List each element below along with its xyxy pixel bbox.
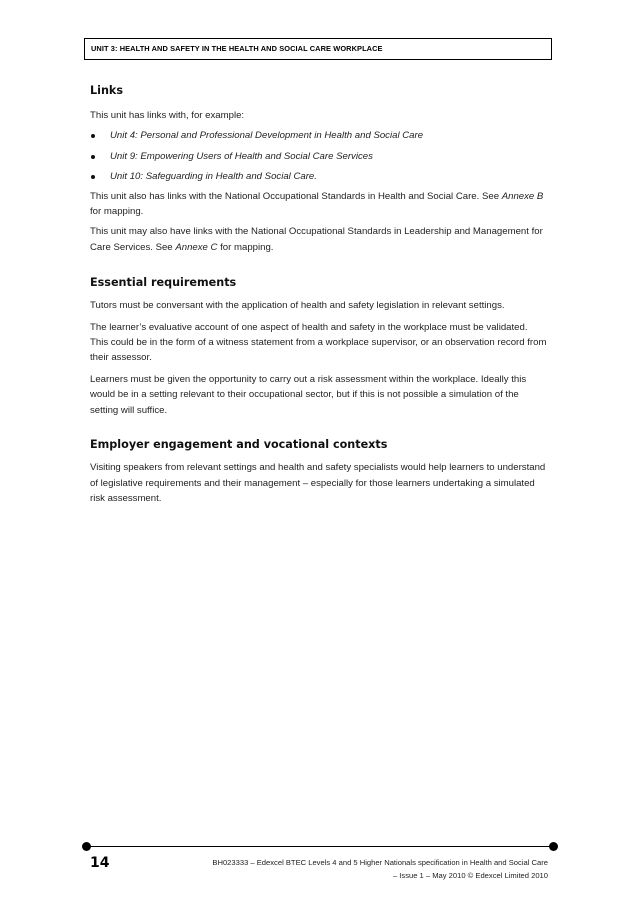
links-item-text: Unit 10: Safeguarding in Health and Social Care. (110, 171, 317, 183)
running-header (84, 38, 552, 60)
annexe-c-ref: Annexe C (175, 241, 218, 253)
links-list (90, 128, 548, 184)
bullet-icon (91, 155, 95, 159)
running-header-title: UNIT 3: HEALTH AND SAFETY IN THE HEALTH AND SOCIAL CARE WORKPLACE (91, 44, 383, 53)
list-item (90, 128, 548, 143)
links-item-text: Unit 9: Empowering Users of Health and Social Care Services (110, 150, 373, 162)
page-content (90, 84, 548, 506)
footer-line-1: BH023333 – Edexcel BTEC Levels 4 and 5 Higher Nationals specification in Health and Social Care (212, 858, 548, 867)
essential-paragraph: Learners must be given the opportunity to carry out a risk assessment within the workplace. Ideally this would be in a setting relevant to their occupational sector, but if this is not possible a simulation of the setting will suffice. (90, 373, 527, 416)
employer-engagement-heading: Employer engagement and vocational contexts (90, 438, 388, 452)
links-item-text: Unit 4: Personal and Professional Development in Health and Social Care (110, 130, 424, 142)
essential-paragraph: The learner’s evaluative account of one aspect of health and safety in the workplace must be validated. This could be in the form of a witness statement from a workplace supervisor, or an observation record from their assessor. (90, 321, 547, 364)
footer-line-2: – Issue 1 – May 2010 © Edexcel Limited 2010 (392, 871, 548, 880)
footer-rule-right-dot (549, 842, 558, 851)
links-paragraph-nos-hsc: This unit also has links with the National Occupational Standards in Health and Social Care. See Annexe B for mapping. (90, 190, 544, 218)
links-heading: Links (90, 84, 124, 97)
list-item (90, 149, 548, 164)
bullet-icon (91, 134, 95, 138)
links-intro: This unit has links with, for example: (90, 110, 245, 121)
page-number: 14 (90, 855, 110, 871)
essential-requirements-heading: Essential requirements (90, 276, 237, 290)
list-item (90, 169, 548, 184)
essential-paragraph: Tutors must be conversant with the application of health and safety legislation in relevant settings. (90, 300, 505, 312)
footer-rule (86, 846, 554, 847)
footer-citation (148, 856, 548, 882)
employer-paragraph: Visiting speakers from relevant settings and health and safety specialists would help learners to understand of legislative requirements and their management – especially for those learners undertaking a simulated risk assessment. (90, 462, 546, 504)
bullet-icon (91, 175, 95, 179)
links-paragraph-nos-lmcs: This unit may also have links with the National Occupational Standards in Leadership and Management for Care Services. See Annexe C for mapping. (90, 226, 543, 253)
annexe-b-ref: Annexe B (501, 190, 544, 202)
